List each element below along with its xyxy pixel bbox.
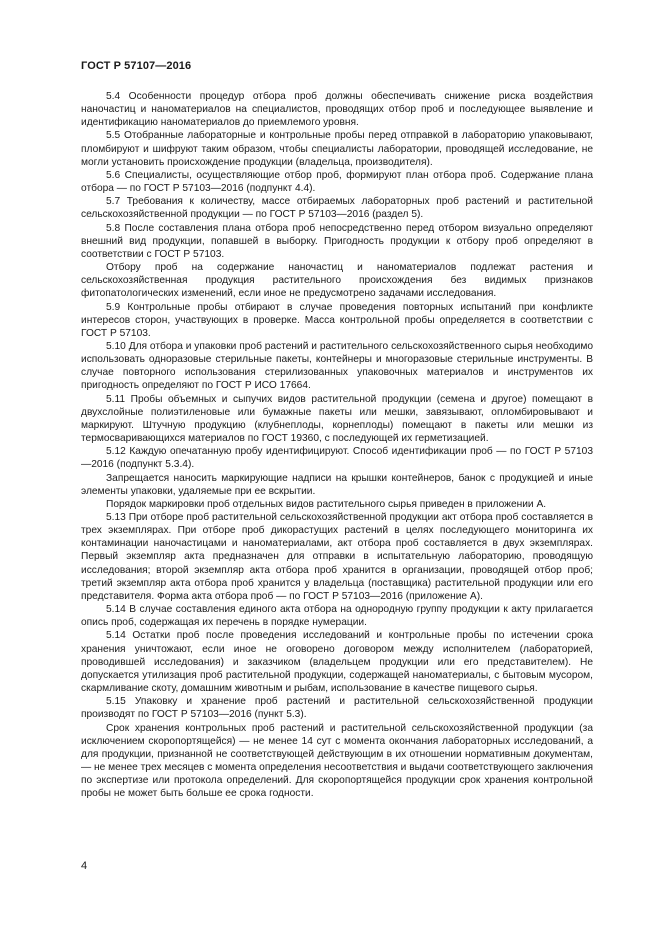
- paragraph: 5.13 При отборе проб растительной сельскохозяйственной продукции акт отбора проб составляется в трех экземплярах. При отборе проб дикорастущих растений в целях последующего мониторинга их контаминации наночастицами и наноматериалами, акт отбора проб составляется в двух экземплярах. Первый экземпляр акта предназначен для отправки в испытательную лабораторию, проводящую исследования; второй экземпляр акта отбора проб хранится в организации, проводящей отбор проб; третий экземпляр акта отбора проб хранится у владельца (поставщика) растительной продукции или его представителя. Форма акта отбора проб — по ГОСТ Р 57103—2016 (приложение А).: [81, 512, 593, 602]
- paragraph: 5.11 Пробы объемных и сыпучих видов растительной продукции (семена и другое) помещают в двухслойные полиэтиленовые или бумажные пакеты или мешки, завязывают, опломбировывают и маркируют. Штучную продукцию (клубнеплоды, корнеплоды) помещают в пакеты или мешки из термосваривающихся материалов по ГОСТ 19360, с последующей их герметизацией.: [81, 393, 593, 445]
- paragraph: Запрещается наносить маркирующие надписи на крышки контейнеров, банок с продукцией и иные элементы упаковки, удаляемые при ее вскрытии.: [81, 472, 593, 497]
- paragraph: 5.7 Требования к количеству, массе отбираемых лабораторных проб растений и растительной сельскохозяйственной продукции — по ГОСТ Р 57103—2016 (раздел 5).: [81, 196, 593, 221]
- document-body: [81, 90, 593, 800]
- paragraph: 5.9 Контрольные пробы отбирают в случае проведения повторных испытаний при конфликте интересов сторон, участвующих в проверке. Масса контрольной пробы определяется в соответствии с ГОСТ Р 57103.: [81, 301, 593, 339]
- paragraph: Порядок маркировки проб отдельных видов растительного сырья приведен в приложении А.: [106, 498, 547, 510]
- paragraph: 5.4 Особенности процедур отбора проб должны обеспечивать снижение риска воздействия наночастиц и наноматериалов на специалистов, проводящих отбор проб и последующее выявление и идентификацию наноматериалов до приемлемого уровня.: [81, 91, 593, 129]
- document-header: ГОСТ Р 57107—2016: [81, 60, 192, 72]
- paragraph: 5.8 После составления плана отбора проб непосредственно перед отбором визуально определяют внешний вид продукции, попавшей в выборку. Пригодность продукции к отбору проб определяют в соответствии с ГОСТ Р 57103.: [81, 222, 593, 260]
- paragraph: 5.6 Специалисты, осуществляющие отбор проб, формируют план отбора проб. Содержание плана отбора — по ГОСТ Р 57103—2016 (подпункт 4.4).: [81, 169, 593, 195]
- paragraph: 5.14 Остатки проб после проведения исследований и контрольные пробы по истечении срока хранения уничтожают, если иное не оговорено договором между исполнителем (лабораторией, проводившей исследования) и заказчиком (владельцем продукции или его представителем). Не допускается утилизация проб растительной продукции, содержащей наноматериалы, с бытовым мусором, скармливание скоту, домашним животным и рыбам, использование в качестве пищевого сырья.: [81, 630, 593, 695]
- paragraph: 5.5 Отобранные лабораторные и контрольные пробы перед отправкой в лабораторию упаковывают, пломбируют и шифруют таким образом, чтобы специалисты лаборатории, проводящей исследование, не могли установить происхождение продукции (владельца, производителя).: [81, 130, 593, 168]
- page-number: 4: [81, 860, 88, 872]
- paragraph: 5.10 Для отбора и упаковки проб растений и растительного сельскохозяйственного сырья необходимо использовать одноразовые стерильные пакеты, контейнеры и многоразовые стерильные инструменты. В случае повторного использования стерилизованных упаковочных материалов и инструментов их пригодность определяют по ГОСТ Р ИСО 17664.: [81, 340, 593, 392]
- paragraph: Срок хранения контрольных проб растений и растительной сельскохозяйственной продукции (за исключением скоропортящейся) — не менее 14 сут с момента окончания лабораторных исследований, а для продукции, признанной не соответствующей действующим в их отношении нормативным документам, — не менее трех месяцев с момента определения несоответствия и выдачи соответствующего заключения по экспертизе или протокола определений. Для скоропортящейся продукции срок хранения контрольной пробы не может быть больше ее срока годности.: [81, 722, 593, 800]
- paragraph: 5.12 Каждую опечатанную пробу идентифицируют. Способ идентификации проб — по ГОСТ Р 57103—2016 (подпункт 5.3.4).: [81, 446, 593, 471]
- paragraph: 5.15 Упаковку и хранение проб растений и растительной сельскохозяйственной продукции производят по ГОСТ Р 57103—2016 (пункт 5.3).: [81, 696, 593, 721]
- paragraph: Отбору проб на содержание наночастиц и наноматериалов подлежат растения и сельскохозяйственная продукция растительного происхождения без видимых признаков фитопатологических изменений, если иное не предусмотрено задачами исследования.: [81, 262, 593, 300]
- paragraph: 5.14 В случае составления единого акта отбора на однородную группу продукции к акту прилагается опись проб, содержащая их перечень в порядке нумерации.: [81, 604, 593, 629]
